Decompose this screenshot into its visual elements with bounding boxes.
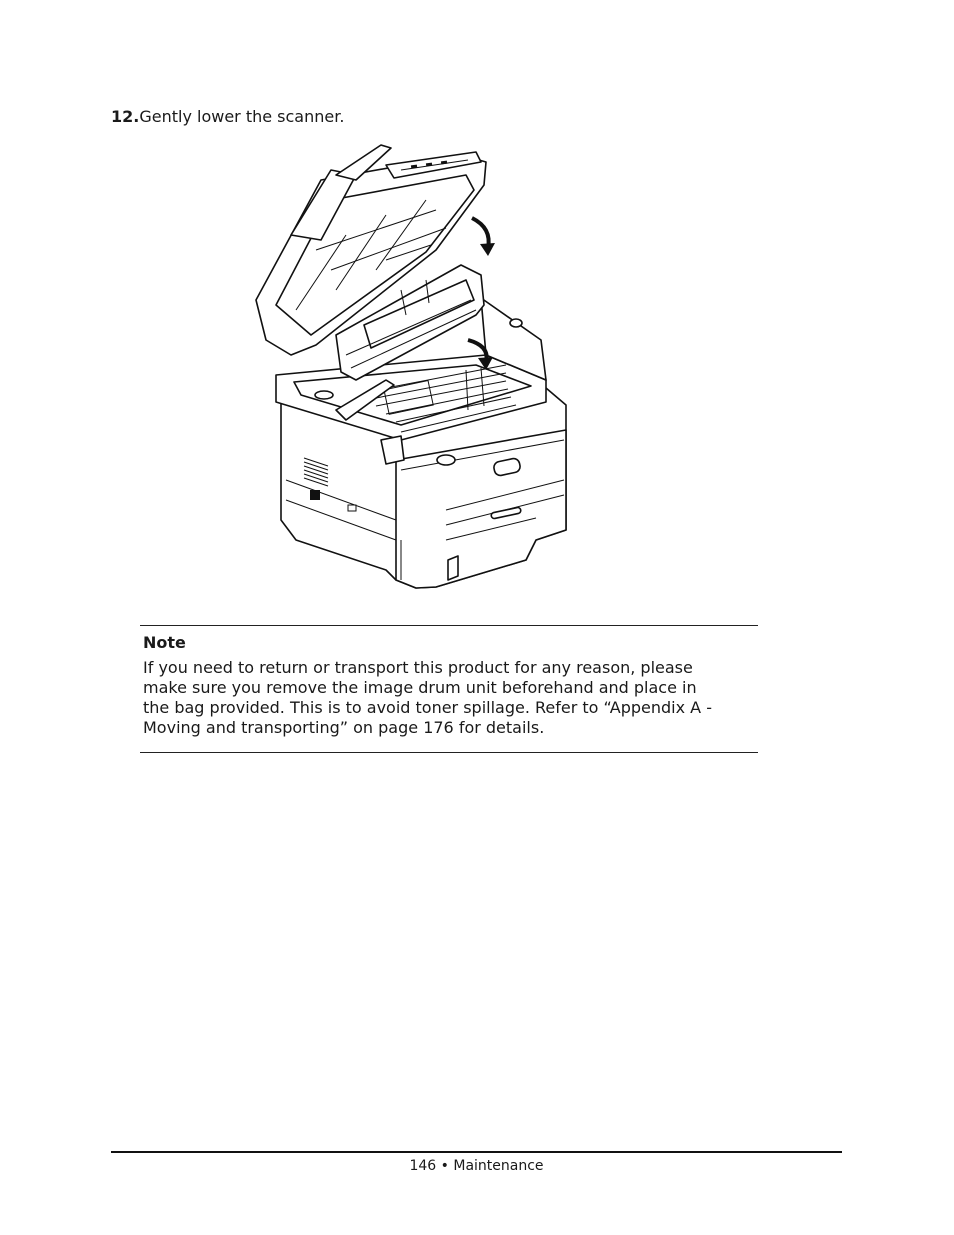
note-title: Note [143,633,186,652]
note-line: If you need to return or transport this product for any reason, please [143,658,693,677]
step-number: 12. [111,107,140,126]
step-text: Gently lower the scanner. [139,107,345,126]
note-line: make sure you remove the image drum unit beforehand and place in [143,678,697,697]
page-footer [111,1156,842,1176]
printer-illustration [236,140,572,595]
footer-separator: • [440,1158,449,1174]
lower-arrow-scanner [472,218,495,256]
step-12 [111,106,344,128]
page-number: 146 [409,1158,437,1174]
note-line: Moving and transporting” on page 176 for details. [143,718,545,737]
section-name: Maintenance [453,1158,544,1174]
note-body [143,658,755,738]
note-line: the bag provided. This is to avoid toner spillage. Refer to “Appendix A - [143,698,712,717]
footer-divider [111,1151,842,1153]
note-box [140,625,758,753]
